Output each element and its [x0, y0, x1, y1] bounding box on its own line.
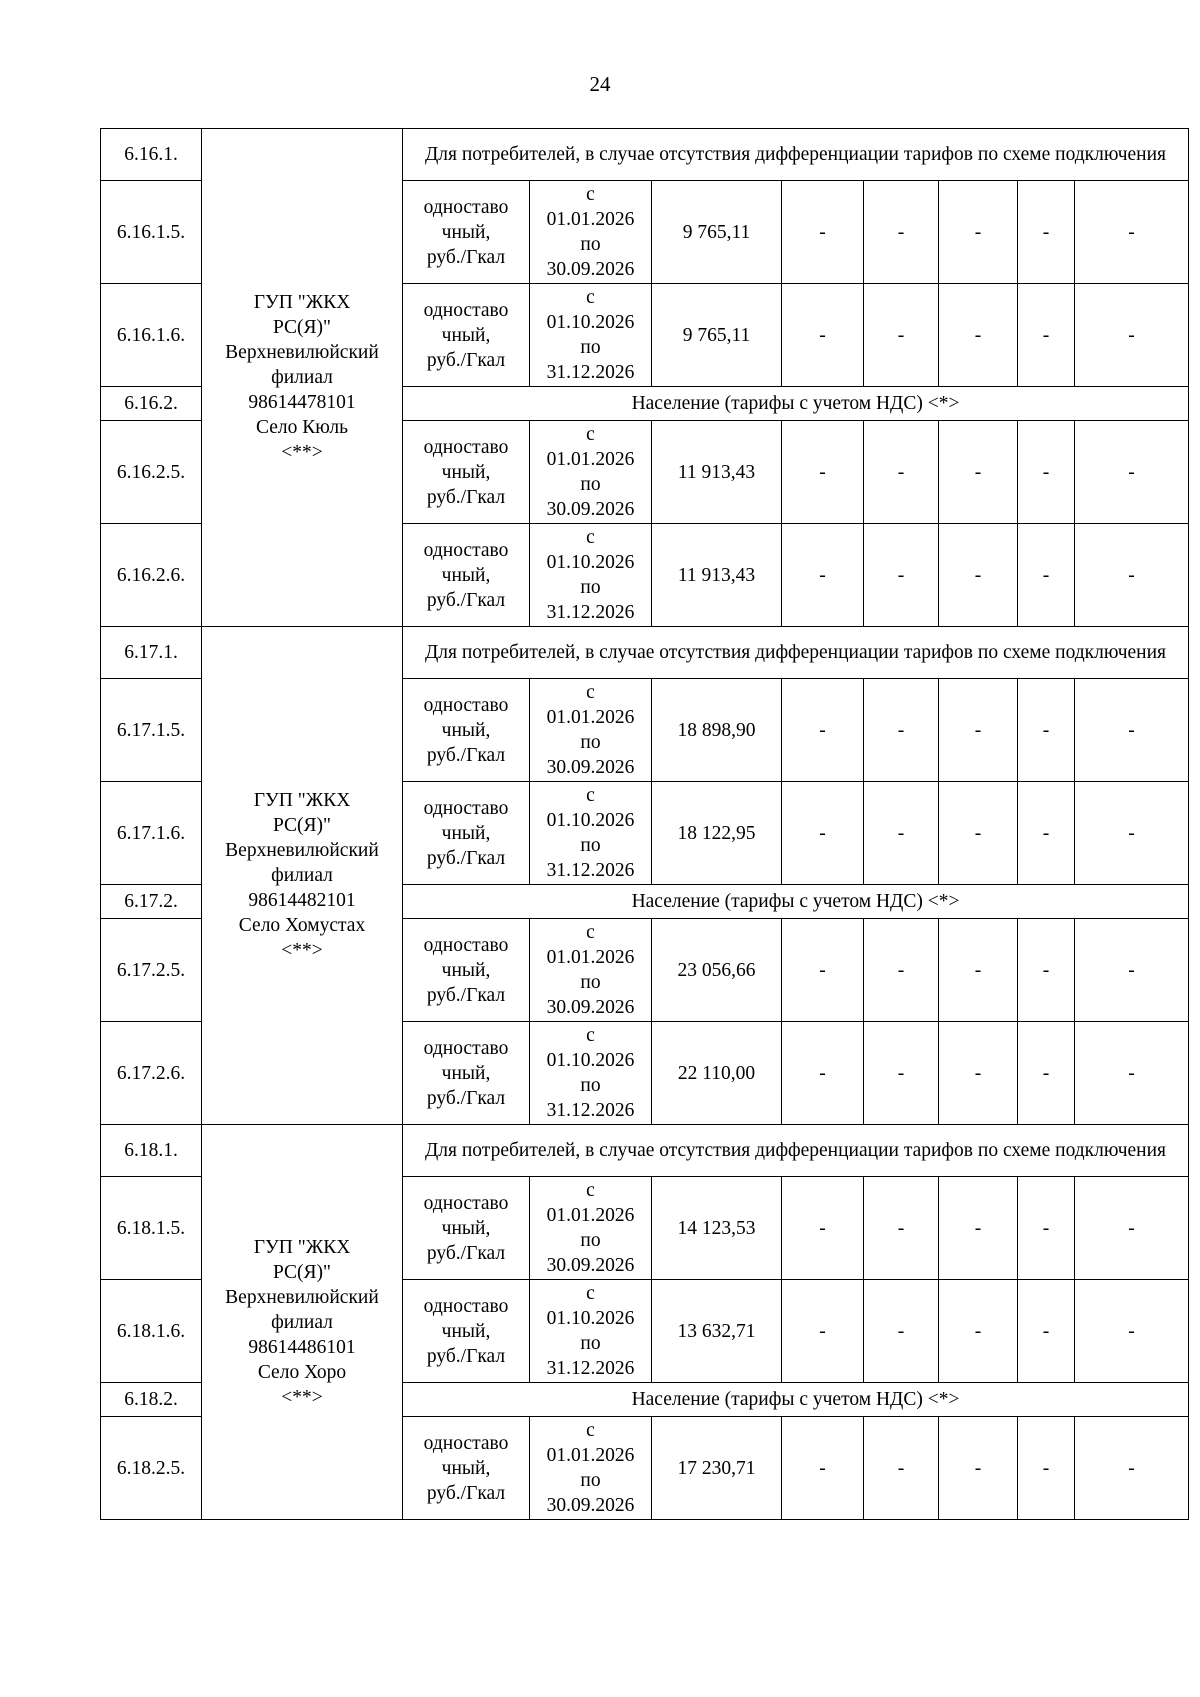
- cell-line: ГУП "ЖКХ: [253, 292, 351, 313]
- cell-line: 01.10.2026: [546, 552, 635, 573]
- empty-value: -: [1018, 524, 1075, 627]
- row-code: 6.17.1.5.: [101, 679, 202, 782]
- cell-line: одноставо: [423, 436, 509, 458]
- cell-line: Село Хомустах: [238, 915, 366, 936]
- empty-value: -: [939, 1177, 1018, 1280]
- cell-line: руб./Гкал: [426, 847, 506, 869]
- row-code: 6.16.1.5.: [101, 181, 202, 284]
- empty-value: -: [864, 919, 939, 1022]
- section-title: Для потребителей, в случае отсутствия дифференциации тарифов по схеме подключения: [403, 1125, 1189, 1177]
- cell-line: по: [580, 474, 601, 495]
- cell-line: 01.10.2026: [546, 1050, 635, 1071]
- tariff-value: 9 765,11: [652, 284, 782, 387]
- period-cell: [530, 679, 652, 782]
- cell-line: по: [580, 1230, 601, 1251]
- page-number: 24: [589, 72, 611, 96]
- cell-line: с: [586, 1420, 595, 1441]
- cell-line: Верхневилюйский: [225, 840, 379, 861]
- cell-line: <**>: [281, 1386, 323, 1408]
- empty-value: -: [864, 1417, 939, 1520]
- organization-cell: [202, 129, 403, 627]
- cell-line: чный,: [441, 1217, 491, 1239]
- cell-line: одноставо: [423, 1432, 509, 1454]
- cell-line: филиал: [271, 367, 333, 388]
- unit-cell: [403, 284, 530, 387]
- unit-cell: [403, 1280, 530, 1383]
- cell-line: чный,: [441, 324, 491, 346]
- cell-line: Село Хоро: [257, 1361, 347, 1383]
- empty-value: -: [1075, 524, 1189, 627]
- empty-value: -: [864, 181, 939, 284]
- tariff-value: 9 765,11: [652, 181, 782, 284]
- cell-line: одноставо: [423, 934, 509, 956]
- empty-value: -: [939, 181, 1018, 284]
- cell-line: 01.01.2026: [546, 707, 635, 728]
- empty-value: -: [1075, 284, 1189, 387]
- empty-value: -: [1018, 1280, 1075, 1383]
- empty-value: -: [782, 421, 864, 524]
- empty-value: -: [939, 524, 1018, 627]
- section-code: 6.18.2.: [101, 1383, 202, 1417]
- empty-value: -: [864, 1177, 939, 1280]
- section-title: Для потребителей, в случае отсутствия дифференциации тарифов по схеме подключения: [403, 129, 1189, 181]
- period-cell: [530, 1417, 652, 1520]
- section-code: 6.16.1.: [101, 129, 202, 181]
- cell-line: 30.09.2026: [546, 1255, 635, 1276]
- tariff-value: 18 122,95: [652, 782, 782, 885]
- cell-line: чный,: [441, 959, 491, 981]
- empty-value: -: [782, 1022, 864, 1125]
- empty-value: -: [864, 1280, 939, 1383]
- cell-line: одноставо: [423, 1192, 509, 1214]
- cell-line: 31.12.2026: [546, 1358, 635, 1379]
- cell-line: РС(Я)": [272, 317, 332, 338]
- cell-line: 01.01.2026: [546, 449, 635, 470]
- cell-line: с: [586, 1180, 595, 1201]
- empty-value: -: [939, 782, 1018, 885]
- cell-line: чный,: [441, 564, 491, 586]
- empty-value: -: [782, 284, 864, 387]
- tariff-value: 18 898,90: [652, 679, 782, 782]
- cell-line: 31.12.2026: [546, 602, 635, 623]
- cell-line: 01.10.2026: [546, 1308, 635, 1329]
- cell-line: руб./Гкал: [426, 744, 506, 766]
- section-code: 6.18.1.: [101, 1125, 202, 1177]
- cell-line: РС(Я)": [272, 815, 332, 836]
- cell-line: чный,: [441, 461, 491, 483]
- cell-line: филиал: [271, 1311, 333, 1333]
- cell-line: ГУП "ЖКХ: [253, 790, 351, 811]
- row-code: 6.17.2.5.: [101, 919, 202, 1022]
- cell-line: по: [580, 577, 601, 598]
- period-cell: [530, 181, 652, 284]
- empty-value: -: [1075, 421, 1189, 524]
- tariff-value: 11 913,43: [652, 524, 782, 627]
- cell-line: одноставо: [423, 694, 509, 716]
- cell-line: одноставо: [423, 299, 509, 321]
- cell-line: по: [580, 1470, 601, 1491]
- cell-line: 98614478101: [248, 392, 356, 413]
- section-header-row: [101, 129, 1189, 181]
- cell-line: с: [586, 527, 595, 548]
- cell-line: Верхневилюйский: [225, 342, 379, 363]
- empty-value: -: [939, 1022, 1018, 1125]
- cell-line: 31.12.2026: [546, 1100, 635, 1121]
- tariff-value: 23 056,66: [652, 919, 782, 1022]
- empty-value: -: [864, 421, 939, 524]
- tariff-value: 22 110,00: [652, 1022, 782, 1125]
- cell-line: руб./Гкал: [426, 984, 506, 1006]
- unit-cell: [403, 919, 530, 1022]
- empty-value: -: [1075, 181, 1189, 284]
- unit-cell: [403, 1417, 530, 1520]
- cell-line: чный,: [441, 221, 491, 243]
- cell-line: по: [580, 1333, 601, 1354]
- tariff-value: 14 123,53: [652, 1177, 782, 1280]
- cell-line: 01.10.2026: [546, 312, 635, 333]
- cell-line: чный,: [441, 822, 491, 844]
- empty-value: -: [1018, 1022, 1075, 1125]
- empty-value: -: [1018, 1177, 1075, 1280]
- empty-value: -: [1075, 679, 1189, 782]
- empty-value: -: [1018, 679, 1075, 782]
- period-cell: [530, 421, 652, 524]
- period-cell: [530, 1280, 652, 1383]
- cell-line: руб./Гкал: [426, 589, 506, 611]
- unit-cell: [403, 1022, 530, 1125]
- cell-line: РС(Я)": [272, 1261, 332, 1283]
- empty-value: -: [1018, 1417, 1075, 1520]
- cell-line: Верхневилюйский: [225, 1286, 379, 1308]
- unit-cell: [403, 782, 530, 885]
- period-cell: [530, 1177, 652, 1280]
- cell-line: 30.09.2026: [546, 499, 635, 520]
- cell-line: по: [580, 234, 601, 255]
- empty-value: -: [1075, 919, 1189, 1022]
- section-title: Население (тарифы с учетом НДС) <*>: [403, 1383, 1189, 1417]
- empty-value: -: [782, 782, 864, 885]
- cell-line: чный,: [441, 1062, 491, 1084]
- empty-value: -: [939, 679, 1018, 782]
- period-cell: [530, 524, 652, 627]
- empty-value: -: [1018, 782, 1075, 885]
- cell-line: по: [580, 732, 601, 753]
- row-code: 6.18.1.6.: [101, 1280, 202, 1383]
- cell-line: руб./Гкал: [426, 486, 506, 508]
- empty-value: -: [864, 1022, 939, 1125]
- empty-value: -: [864, 782, 939, 885]
- row-code: 6.18.1.5.: [101, 1177, 202, 1280]
- cell-line: руб./Гкал: [426, 246, 506, 268]
- cell-line: одноставо: [423, 196, 509, 218]
- row-code: 6.17.1.6.: [101, 782, 202, 885]
- empty-value: -: [864, 524, 939, 627]
- period-cell: [530, 1022, 652, 1125]
- cell-line: 01.01.2026: [546, 1205, 635, 1226]
- cell-line: руб./Гкал: [426, 1345, 506, 1367]
- tariff-value: 17 230,71: [652, 1417, 782, 1520]
- cell-line: с: [586, 1283, 595, 1304]
- cell-line: по: [580, 1075, 601, 1096]
- cell-line: руб./Гкал: [426, 1482, 506, 1504]
- empty-value: -: [1075, 782, 1189, 885]
- organization-cell: [202, 1125, 403, 1520]
- cell-line: 31.12.2026: [546, 362, 635, 383]
- empty-value: -: [1075, 1417, 1189, 1520]
- cell-line: руб./Гкал: [426, 1242, 506, 1264]
- empty-value: -: [1018, 421, 1075, 524]
- cell-line: 01.01.2026: [546, 947, 635, 968]
- empty-value: -: [782, 679, 864, 782]
- unit-cell: [403, 524, 530, 627]
- empty-value: -: [939, 919, 1018, 1022]
- cell-line: 30.09.2026: [546, 997, 635, 1018]
- cell-line: филиал: [271, 865, 333, 886]
- cell-line: с: [586, 287, 595, 308]
- cell-line: 01.01.2026: [546, 209, 635, 230]
- section-title: Население (тарифы с учетом НДС) <*>: [403, 387, 1189, 421]
- section-header-row: [101, 1125, 1189, 1177]
- section-title: Население (тарифы с учетом НДС) <*>: [403, 885, 1189, 919]
- empty-value: -: [864, 284, 939, 387]
- row-code: 6.16.1.6.: [101, 284, 202, 387]
- period-cell: [530, 782, 652, 885]
- unit-cell: [403, 181, 530, 284]
- cell-line: 30.09.2026: [546, 259, 635, 280]
- cell-line: чный,: [441, 719, 491, 741]
- empty-value: -: [1018, 919, 1075, 1022]
- cell-line: с: [586, 682, 595, 703]
- empty-value: -: [782, 1417, 864, 1520]
- tariff-value: 13 632,71: [652, 1280, 782, 1383]
- cell-line: <**>: [281, 940, 323, 961]
- section-code: 6.17.1.: [101, 627, 202, 679]
- cell-line: по: [580, 337, 601, 358]
- cell-line: по: [580, 972, 601, 993]
- empty-value: -: [782, 1280, 864, 1383]
- cell-line: с: [586, 922, 595, 943]
- unit-cell: [403, 421, 530, 524]
- cell-line: одноставо: [423, 797, 509, 819]
- cell-line: ГУП "ЖКХ: [253, 1236, 351, 1258]
- section-header-row: [101, 627, 1189, 679]
- cell-line: 01.10.2026: [546, 810, 635, 831]
- empty-value: -: [1018, 181, 1075, 284]
- empty-value: -: [939, 1417, 1018, 1520]
- tariff-value: 11 913,43: [652, 421, 782, 524]
- cell-line: руб./Гкал: [426, 349, 506, 371]
- cell-line: одноставо: [423, 1037, 509, 1059]
- organization-cell: [202, 627, 403, 1125]
- cell-line: 98614482101: [248, 890, 356, 911]
- tariff-table: [100, 128, 1189, 1520]
- empty-value: -: [782, 1177, 864, 1280]
- row-code: 6.16.2.6.: [101, 524, 202, 627]
- cell-line: руб./Гкал: [426, 1087, 506, 1109]
- cell-line: с: [586, 1025, 595, 1046]
- empty-value: -: [782, 919, 864, 1022]
- cell-line: одноставо: [423, 1295, 509, 1317]
- empty-value: -: [782, 181, 864, 284]
- empty-value: -: [1075, 1280, 1189, 1383]
- row-code: 6.18.2.5.: [101, 1417, 202, 1520]
- tariff-table-body: [101, 129, 1189, 1520]
- empty-value: -: [939, 421, 1018, 524]
- empty-value: -: [1075, 1177, 1189, 1280]
- empty-value: -: [864, 679, 939, 782]
- row-code: 6.17.2.6.: [101, 1022, 202, 1125]
- unit-cell: [403, 679, 530, 782]
- cell-line: 01.01.2026: [546, 1445, 635, 1466]
- section-title: Для потребителей, в случае отсутствия дифференциации тарифов по схеме подключения: [403, 627, 1189, 679]
- empty-value: -: [1018, 284, 1075, 387]
- cell-line: Село Кюль: [256, 417, 348, 438]
- section-code: 6.17.2.: [101, 885, 202, 919]
- section-code: 6.16.2.: [101, 387, 202, 421]
- cell-line: чный,: [441, 1457, 491, 1479]
- row-code: 6.16.2.5.: [101, 421, 202, 524]
- cell-line: с: [586, 785, 595, 806]
- cell-line: с: [586, 184, 595, 205]
- cell-line: с: [586, 424, 595, 445]
- cell-line: 31.12.2026: [546, 860, 635, 881]
- empty-value: -: [939, 284, 1018, 387]
- cell-line: 30.09.2026: [546, 757, 635, 778]
- cell-line: одноставо: [423, 539, 509, 561]
- unit-cell: [403, 1177, 530, 1280]
- cell-line: 30.09.2026: [546, 1495, 635, 1516]
- period-cell: [530, 919, 652, 1022]
- empty-value: -: [1075, 1022, 1189, 1125]
- cell-line: <**>: [281, 442, 323, 463]
- empty-value: -: [939, 1280, 1018, 1383]
- empty-value: -: [782, 524, 864, 627]
- cell-line: 98614486101: [248, 1336, 356, 1358]
- period-cell: [530, 284, 652, 387]
- cell-line: по: [580, 835, 601, 856]
- cell-line: чный,: [441, 1320, 491, 1342]
